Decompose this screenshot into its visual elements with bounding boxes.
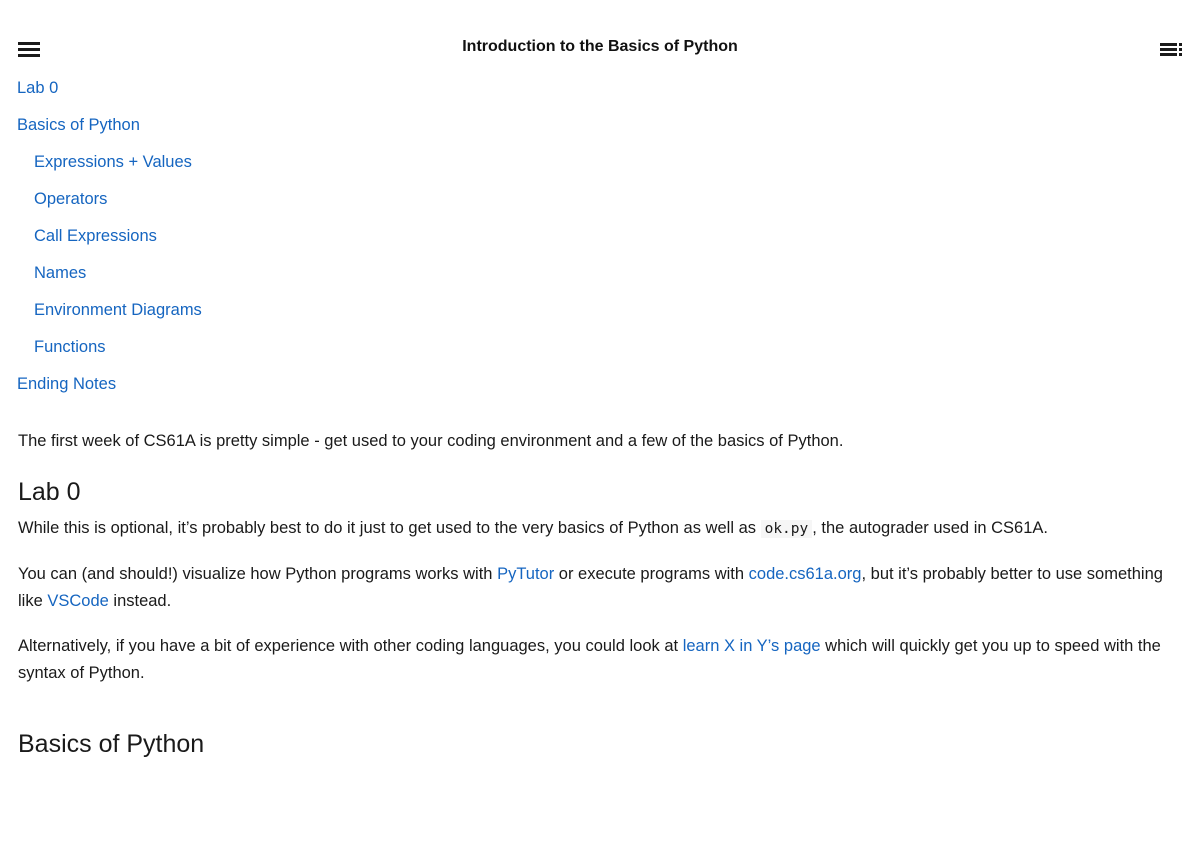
- paragraph-text: You can (and should!) visualize how Python programs works with: [18, 565, 498, 583]
- table-of-contents: [17, 76, 202, 409]
- toc-item-functions: [17, 335, 202, 372]
- page-title: Introduction to the Basics of Python: [462, 38, 738, 55]
- vscode-link[interactable]: VSCode: [47, 592, 109, 610]
- toc-item-basics-of-python: [17, 113, 202, 150]
- toc-item-call-expressions: [17, 224, 202, 261]
- paragraph-text: , the autograder used in CS61A.: [812, 519, 1048, 537]
- intro-paragraph: The first week of CS61A is pretty simple - get used to your coding environment and a few of the basics of Python.: [18, 432, 844, 450]
- toc-link[interactable]: Environment Diagrams: [34, 301, 202, 319]
- top-bar: [0, 30, 1200, 66]
- paragraph-text: Alternatively, if you have a bit of experience with other coding languages, you could look at: [18, 637, 683, 655]
- paragraph-text: which will quickly get you up to speed with the syntax of Python.: [18, 637, 1161, 682]
- lab0-paragraph-3: [18, 633, 1183, 687]
- toc-link[interactable]: Functions: [34, 338, 106, 356]
- toc-item-operators: [17, 187, 202, 224]
- toc-link[interactable]: Names: [34, 264, 87, 282]
- learn-x-in-y-link[interactable]: learn X in Y’s page: [682, 637, 821, 655]
- toc-link[interactable]: Lab 0: [17, 79, 59, 97]
- section-heading-basics-of-python: Basics of Python: [18, 730, 205, 758]
- article-content: [18, 428, 1183, 767]
- paragraph-text: or execute programs with: [554, 565, 749, 583]
- toc-item-names: [17, 261, 202, 298]
- toc-link[interactable]: Ending Notes: [17, 375, 117, 393]
- pytutor-link[interactable]: PyTutor: [497, 565, 555, 583]
- table-of-contents-icon[interactable]: [1160, 43, 1182, 57]
- toc-link[interactable]: Call Expressions: [34, 227, 157, 245]
- toc-item-ending-notes: [17, 372, 202, 409]
- lab0-paragraph-1: [18, 515, 1183, 543]
- section-heading-lab-0: Lab 0: [18, 478, 81, 506]
- code-cs61a-link[interactable]: code.cs61a.org: [748, 565, 862, 583]
- lab0-paragraph-2: [18, 561, 1183, 615]
- toc-link[interactable]: Operators: [34, 190, 108, 208]
- paragraph-text: While this is optional, it’s probably best to do it just to get used to the very basics of Python as well as: [18, 519, 761, 537]
- toc-link[interactable]: Basics of Python: [17, 116, 140, 134]
- toc-item-environment-diagrams: [17, 298, 202, 335]
- toc-item-lab-0: [17, 76, 202, 113]
- paragraph-text: instead.: [108, 592, 172, 610]
- toc-link[interactable]: Expressions + Values: [34, 153, 192, 171]
- paragraph-text: , but it’s probably better to use something like: [18, 565, 1163, 610]
- inline-code: ok.py: [761, 520, 813, 538]
- toc-item-expressions-values: [17, 150, 202, 187]
